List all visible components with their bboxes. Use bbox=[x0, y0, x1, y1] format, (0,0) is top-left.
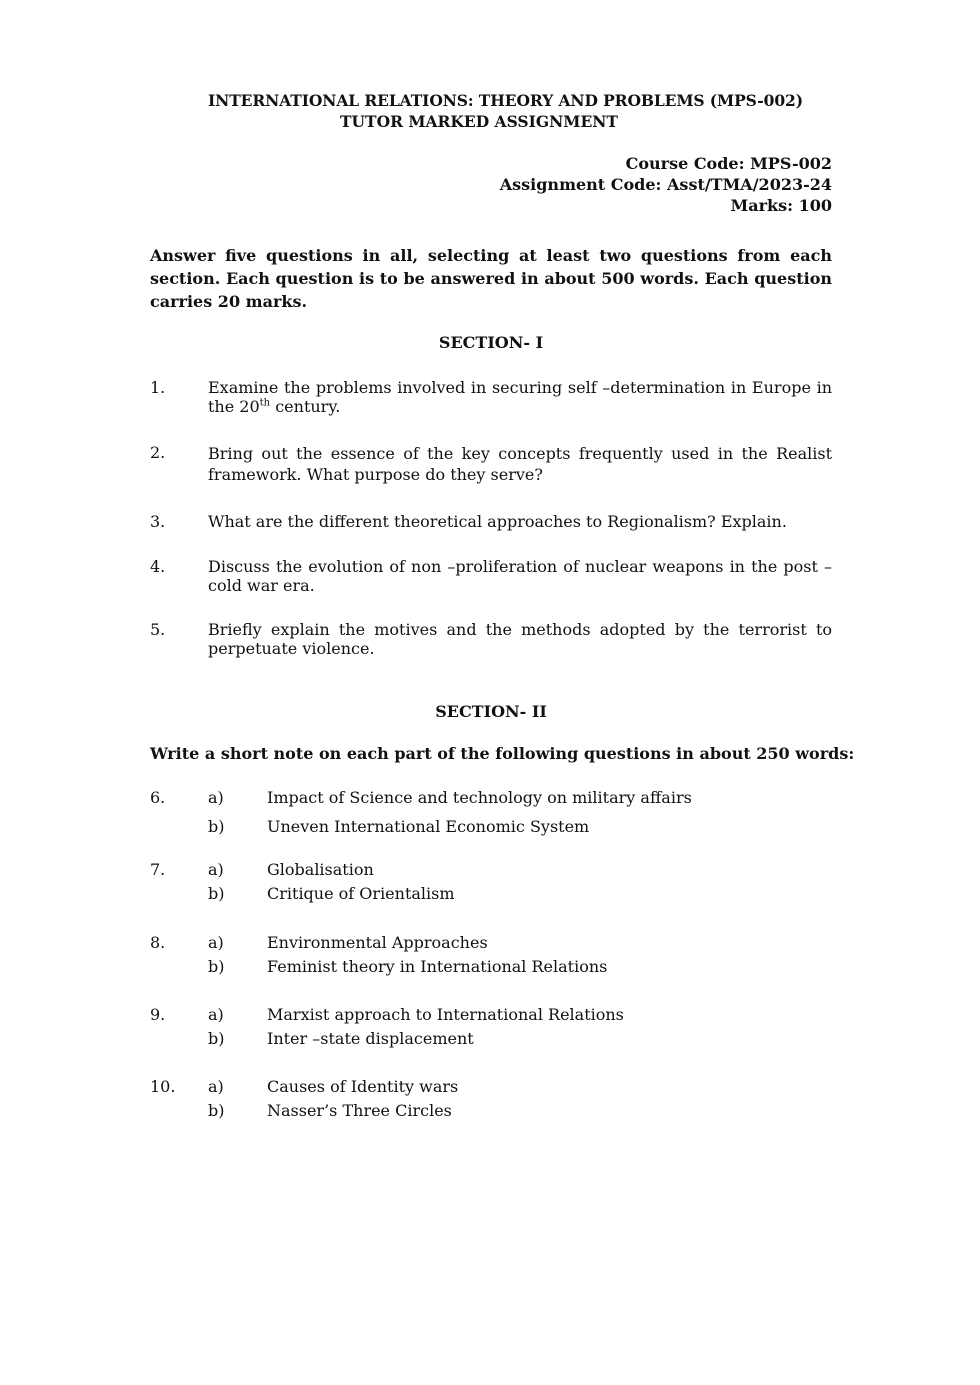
sub-question-text: Globalisation bbox=[267, 860, 374, 879]
question-text: Examine the problems involved in securing self –determination in Europe in the 20th century. bbox=[208, 378, 832, 416]
question-number: 5. bbox=[150, 620, 166, 639]
instructions: Answer five questions in all, selecting at least two questions from each section. Each question is to be answered in about 500 words. Each question carries 20 marks. bbox=[150, 246, 832, 311]
question-number: 7. bbox=[150, 860, 166, 879]
question-number: 8. bbox=[150, 933, 166, 952]
sub-question-label: a) bbox=[208, 788, 224, 807]
sub-question-label: a) bbox=[208, 1077, 224, 1096]
sub-question-label: a) bbox=[208, 933, 224, 952]
sub-question-text: Inter –state displacement bbox=[267, 1029, 474, 1048]
sub-question-label: b) bbox=[208, 884, 225, 903]
question-number: 10. bbox=[150, 1077, 176, 1096]
section-1-title: SECTION- I bbox=[438, 333, 544, 352]
question-number: 1. bbox=[150, 378, 166, 397]
question-number: 4. bbox=[150, 557, 166, 576]
sub-question-text: Critique of Orientalism bbox=[267, 884, 455, 903]
document-title: INTERNATIONAL RELATIONS: THEORY AND PROBLEMS (MPS-002) bbox=[208, 91, 803, 110]
question-number: 2. bbox=[150, 443, 166, 462]
question-number: 3. bbox=[150, 512, 166, 531]
sub-question-text: Environmental Approaches bbox=[267, 933, 488, 952]
question-text: What are the different theoretical approaches to Regionalism? Explain. bbox=[208, 512, 787, 531]
assignment-code: Assignment Code: Asst/TMA/2023-24 bbox=[499, 175, 832, 194]
section-2-note: Write a short note on each part of the following questions in about 250 words: bbox=[150, 744, 855, 763]
question-text: Briefly explain the motives and the methods adopted by the terrorist to perpetuate violence. bbox=[208, 620, 832, 658]
sub-question-text: Impact of Science and technology on military affairs bbox=[267, 788, 692, 807]
question-text: Discuss the evolution of non –proliferation of nuclear weapons in the post –cold war era. bbox=[208, 557, 832, 595]
sub-question-label: a) bbox=[208, 860, 224, 879]
sub-question-text: Nasser’s Three Circles bbox=[267, 1101, 452, 1120]
question-number: 6. bbox=[150, 788, 166, 807]
sub-question-label: b) bbox=[208, 1101, 225, 1120]
sub-question-text: Uneven International Economic System bbox=[267, 817, 590, 836]
sub-question-text: Feminist theory in International Relations bbox=[267, 957, 608, 976]
marks: Marks: 100 bbox=[730, 196, 832, 215]
sub-question-text: Marxist approach to International Relations bbox=[267, 1005, 624, 1024]
question-text: Bring out the essence of the key concepts frequently used in the Realist framework. What purpose do they serve? bbox=[208, 444, 832, 484]
sub-question-label: a) bbox=[208, 1005, 224, 1024]
sub-question-label: b) bbox=[208, 817, 225, 836]
course-code: Course Code: MPS-002 bbox=[625, 154, 832, 173]
document-subtitle: TUTOR MARKED ASSIGNMENT bbox=[340, 112, 618, 131]
question-number: 9. bbox=[150, 1005, 166, 1024]
sub-question-label: b) bbox=[208, 957, 225, 976]
sub-question-text: Causes of Identity wars bbox=[267, 1077, 459, 1096]
sub-question-label: b) bbox=[208, 1029, 225, 1048]
section-2-title: SECTION- II bbox=[435, 702, 547, 721]
